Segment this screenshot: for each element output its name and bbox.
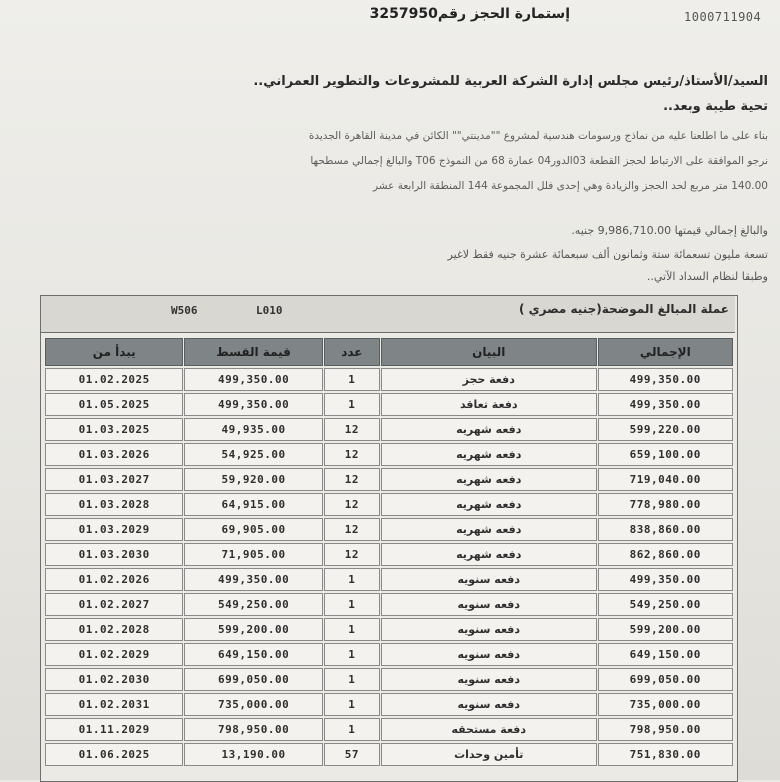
cell-count: 1 [324, 593, 380, 616]
cell-start-date: 01.02.2029 [45, 643, 183, 666]
cell-description: دفعه سنويه [381, 643, 597, 666]
cell-count: 12 [324, 468, 380, 491]
col-header-total: الإجمالي [598, 338, 733, 366]
cell-installment: 798,950.00 [184, 718, 322, 741]
cell-installment: 599,200.00 [184, 618, 322, 641]
schedule-rows [45, 368, 733, 766]
col-header-description: البيان [381, 338, 597, 366]
cell-start-date: 01.11.2029 [45, 718, 183, 741]
cell-description: دفعة مستحقه [381, 718, 597, 741]
col-header-start-date: يبدأ من [45, 338, 183, 366]
cell-description: دفعة حجز [381, 368, 597, 391]
cell-description: دفعه سنويه [381, 593, 597, 616]
cell-count: 12 [324, 493, 380, 516]
cell-start-date: 01.03.2028 [45, 493, 183, 516]
table-row [45, 368, 733, 391]
cell-description: دفعه شهريه [381, 443, 597, 466]
cell-installment: 499,350.00 [184, 393, 322, 416]
cell-total: 751,830.00 [598, 743, 733, 766]
cell-total: 778,980.00 [598, 493, 733, 516]
cell-count: 1 [324, 568, 380, 591]
cell-total: 798,950.00 [598, 718, 733, 741]
cell-total: 499,350.00 [598, 368, 733, 391]
cell-installment: 549,250.00 [184, 593, 322, 616]
cell-start-date: 01.03.2026 [45, 443, 183, 466]
payment-schedule [40, 295, 738, 782]
table-row [45, 743, 733, 766]
cell-description: دفعه سنويه [381, 568, 597, 591]
cell-description: دفعه شهريه [381, 418, 597, 441]
cell-installment: 499,350.00 [184, 568, 322, 591]
cell-start-date: 01.02.2028 [45, 618, 183, 641]
table-row [45, 568, 733, 591]
cell-total: 659,100.00 [598, 443, 733, 466]
cell-count: 12 [324, 443, 380, 466]
letter-body [8, 124, 768, 199]
cell-total: 549,250.00 [598, 593, 733, 616]
table-row [45, 643, 733, 666]
cell-count: 1 [324, 368, 380, 391]
cell-installment: 49,935.00 [184, 418, 322, 441]
cell-count: 1 [324, 668, 380, 691]
cell-total: 699,050.00 [598, 668, 733, 691]
unit-code: L010 [256, 304, 283, 317]
cell-count: 57 [324, 743, 380, 766]
cell-total: 599,200.00 [598, 618, 733, 641]
cell-start-date: 01.02.2027 [45, 593, 183, 616]
unit-code: W506 [171, 304, 198, 317]
cell-description: تأمين وحدات [381, 743, 597, 766]
table-row [45, 668, 733, 691]
table-row [45, 693, 733, 716]
cell-start-date: 01.05.2025 [45, 393, 183, 416]
cell-start-date: 01.06.2025 [45, 743, 183, 766]
cell-description: دفعه سنويه [381, 693, 597, 716]
letter-salutation: السيد/الأستاذ/رئيس مجلس إدارة الشركة العربية للمشروعات والتطوير العمراني.. [253, 74, 768, 89]
col-header-installment: قيمة القسط [184, 338, 322, 366]
form-title: إستمارة الحجز رقم3257950 [369, 6, 570, 22]
cell-installment: 13,190.00 [184, 743, 322, 766]
cell-installment: 54,925.00 [184, 443, 322, 466]
letter-greeting: تحية طيبة وبعد.. [663, 99, 768, 114]
cell-total: 719,040.00 [598, 468, 733, 491]
letter-body-line: بناء على ما اطلعنا عليه من نماذج ورسومات هندسية لمشروع ""مدينتي"" الكائن في مدينة القاهرة الجديدة [308, 130, 768, 142]
cell-description: دفعه شهريه [381, 468, 597, 491]
cell-installment: 699,050.00 [184, 668, 322, 691]
cell-installment: 735,000.00 [184, 693, 322, 716]
table-row [45, 418, 733, 441]
table-row [45, 618, 733, 641]
cell-description: دفعه شهريه [381, 493, 597, 516]
cell-count: 1 [324, 718, 380, 741]
cell-count: 1 [324, 643, 380, 666]
table-row [45, 468, 733, 491]
cell-installment: 64,915.00 [184, 493, 322, 516]
cell-start-date: 01.03.2029 [45, 518, 183, 541]
cell-start-date: 01.02.2026 [45, 568, 183, 591]
currency-label: عملة المبالغ الموضحة(جنيه مصري ) [518, 302, 729, 316]
schedule-header-bar [41, 296, 735, 333]
table-row [45, 718, 733, 741]
cell-total: 599,220.00 [598, 418, 733, 441]
cell-installment: 59,920.00 [184, 468, 322, 491]
cell-start-date: 01.03.2027 [45, 468, 183, 491]
table-row [45, 593, 733, 616]
cell-count: 12 [324, 543, 380, 566]
cell-description: دفعة تعاقد [381, 393, 597, 416]
cell-start-date: 01.02.2025 [45, 368, 183, 391]
cell-installment: 649,150.00 [184, 643, 322, 666]
cell-count: 12 [324, 418, 380, 441]
cell-total: 499,350.00 [598, 393, 733, 416]
schedule-table [44, 336, 734, 768]
table-row [45, 543, 733, 566]
letter-body-line: 140.00 متر مربع لحد الحجز والزيادة وهي إحدى فلل المجموعة 144 المنطقة الرابعة عشر [372, 180, 768, 192]
table-row [45, 518, 733, 541]
cell-total: 838,860.00 [598, 518, 733, 541]
payment-plan-intro: وطبقا لنظام السداد الآتي.. [646, 270, 768, 283]
col-header-count: عدد [324, 338, 380, 366]
cell-count: 1 [324, 393, 380, 416]
cell-start-date: 01.02.2030 [45, 668, 183, 691]
amount-in-words: تسعة مليون تسعمائة ستة وثمانون ألف سبعمائة عشرة جنيه فقط لاغير [447, 248, 768, 261]
table-row [45, 443, 733, 466]
cell-count: 1 [324, 618, 380, 641]
cell-start-date: 01.03.2030 [45, 543, 183, 566]
table-row [45, 393, 733, 416]
letter-body-line: نرجو الموافقة على الارتباط لحجز القطعة 03الدور04 عمارة 68 من النموذج T06 والبالغ إجمالي مسطحها [310, 155, 768, 167]
cell-start-date: 01.02.2031 [45, 693, 183, 716]
cell-count: 1 [324, 693, 380, 716]
cell-description: دفعه شهريه [381, 518, 597, 541]
total-value-line: والبالغ إجمالي قيمتها 9,986,710.00 جنيه. [571, 224, 768, 237]
cell-count: 12 [324, 518, 380, 541]
table-row [45, 493, 733, 516]
cell-installment: 499,350.00 [184, 368, 322, 391]
cell-total: 735,000.00 [598, 693, 733, 716]
cell-start-date: 01.03.2025 [45, 418, 183, 441]
table-header-row [45, 338, 733, 366]
cell-total: 862,860.00 [598, 543, 733, 566]
cell-description: دفعه سنويه [381, 618, 597, 641]
cell-description: دفعه شهريه [381, 543, 597, 566]
cell-installment: 71,905.00 [184, 543, 322, 566]
cell-installment: 69,905.00 [184, 518, 322, 541]
document-id: 1000711904 [684, 10, 762, 24]
cell-total: 499,350.00 [598, 568, 733, 591]
cell-description: دفعه سنويه [381, 668, 597, 691]
cell-total: 649,150.00 [598, 643, 733, 666]
